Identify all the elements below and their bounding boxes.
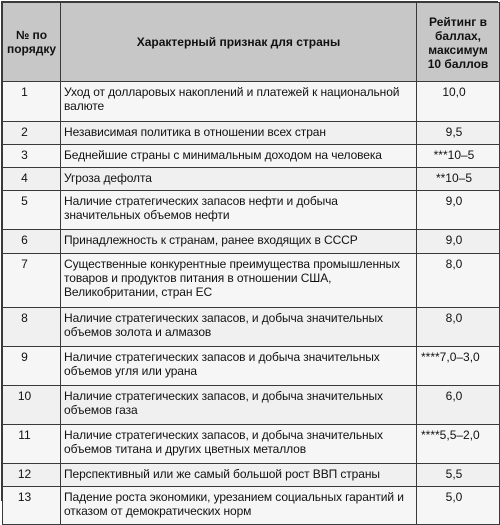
- row-rating: 8,0: [417, 308, 500, 347]
- row-feature: Независимая политика в отношении всех стран: [61, 122, 417, 145]
- table-row: [3, 168, 500, 191]
- row-number: 12: [3, 464, 61, 487]
- row-rating: **10–5: [417, 168, 500, 191]
- row-number: 5: [3, 191, 61, 230]
- row-feature: Угроза дефолта: [61, 168, 417, 191]
- row-rating: ****7,0–3,0: [417, 347, 500, 386]
- table-row: [3, 254, 500, 308]
- table-header: [3, 3, 500, 82]
- row-number: 8: [3, 308, 61, 347]
- table-row: [3, 347, 500, 386]
- row-feature: Наличие стратегических запасов и добыча значительных объемов угля или урана: [61, 347, 417, 386]
- table-row: [3, 386, 500, 425]
- table-row: [3, 82, 500, 122]
- header-rating-line3: максимум: [428, 43, 488, 57]
- row-feature: Падение роста экономики, урезанием социальных гарантий и отказом от демократических норм: [61, 487, 417, 525]
- header-rating-line4: 10 баллов: [427, 57, 489, 71]
- row-number: 6: [3, 230, 61, 254]
- row-feature: Наличие стратегических запасов, и добыча значительных объемов золота и алмазов: [61, 308, 417, 347]
- header-rating: [417, 3, 500, 82]
- table-row: [3, 191, 500, 230]
- row-number: 10: [3, 386, 61, 425]
- row-rating: 5,0: [417, 487, 500, 525]
- row-rating: 9,0: [417, 230, 500, 254]
- row-rating: 6,0: [417, 386, 500, 425]
- header-rating-line1: Рейтинг в: [429, 15, 487, 29]
- row-rating: ***10–5: [417, 145, 500, 168]
- row-number: 9: [3, 347, 61, 386]
- row-feature: Наличие стратегических запасов нефти и добыча значительных объемов нефти: [61, 191, 417, 230]
- table-row: [3, 308, 500, 347]
- row-number: 1: [3, 82, 61, 122]
- rating-table-container: [1, 1, 498, 518]
- row-number: 3: [3, 145, 61, 168]
- table-row: [3, 145, 500, 168]
- row-rating: ****5,5–2,0: [417, 425, 500, 464]
- header-rating-line2: баллах,: [434, 29, 481, 43]
- table-row: [3, 464, 500, 487]
- table-row: [3, 122, 500, 145]
- rating-table: [2, 2, 500, 525]
- row-feature: Существенные конкурентные преимущества промышленных товаров и продуктов питания в отношении США, Великобритании, стран ЕС: [61, 254, 417, 308]
- table-row: [3, 425, 500, 464]
- row-number: 4: [3, 168, 61, 191]
- table-row: [3, 230, 500, 254]
- row-number: 2: [3, 122, 61, 145]
- row-feature: Наличие стратегических запасов, и добыча значительных объемов титана и других цветных металлов: [61, 425, 417, 464]
- row-number: 7: [3, 254, 61, 308]
- row-rating: 10,0: [417, 82, 500, 122]
- header-number: № по порядку: [3, 3, 61, 82]
- row-rating: 8,0: [417, 254, 500, 308]
- row-rating: 9,0: [417, 191, 500, 230]
- row-feature: Уход от долларовых накоплений и платежей к национальной валюте: [61, 82, 417, 122]
- row-feature: Наличие стратегических запасов, и добыча значительных объемов газа: [61, 386, 417, 425]
- table-row: [3, 487, 500, 525]
- row-feature: Принадлежность к странам, ранее входящих в СССР: [61, 230, 417, 254]
- row-number: 11: [3, 425, 61, 464]
- header-feature: Характерный признак для страны: [61, 3, 417, 82]
- row-feature: Беднейшие страны с минимальным доходом на человека: [61, 145, 417, 168]
- row-number: 13: [3, 487, 61, 525]
- row-feature: Перспективный или же самый большой рост ВВП страны: [61, 464, 417, 487]
- row-rating: 9,5: [417, 122, 500, 145]
- row-rating: 5,5: [417, 464, 500, 487]
- header-row: [3, 3, 500, 82]
- table-body: [3, 82, 500, 525]
